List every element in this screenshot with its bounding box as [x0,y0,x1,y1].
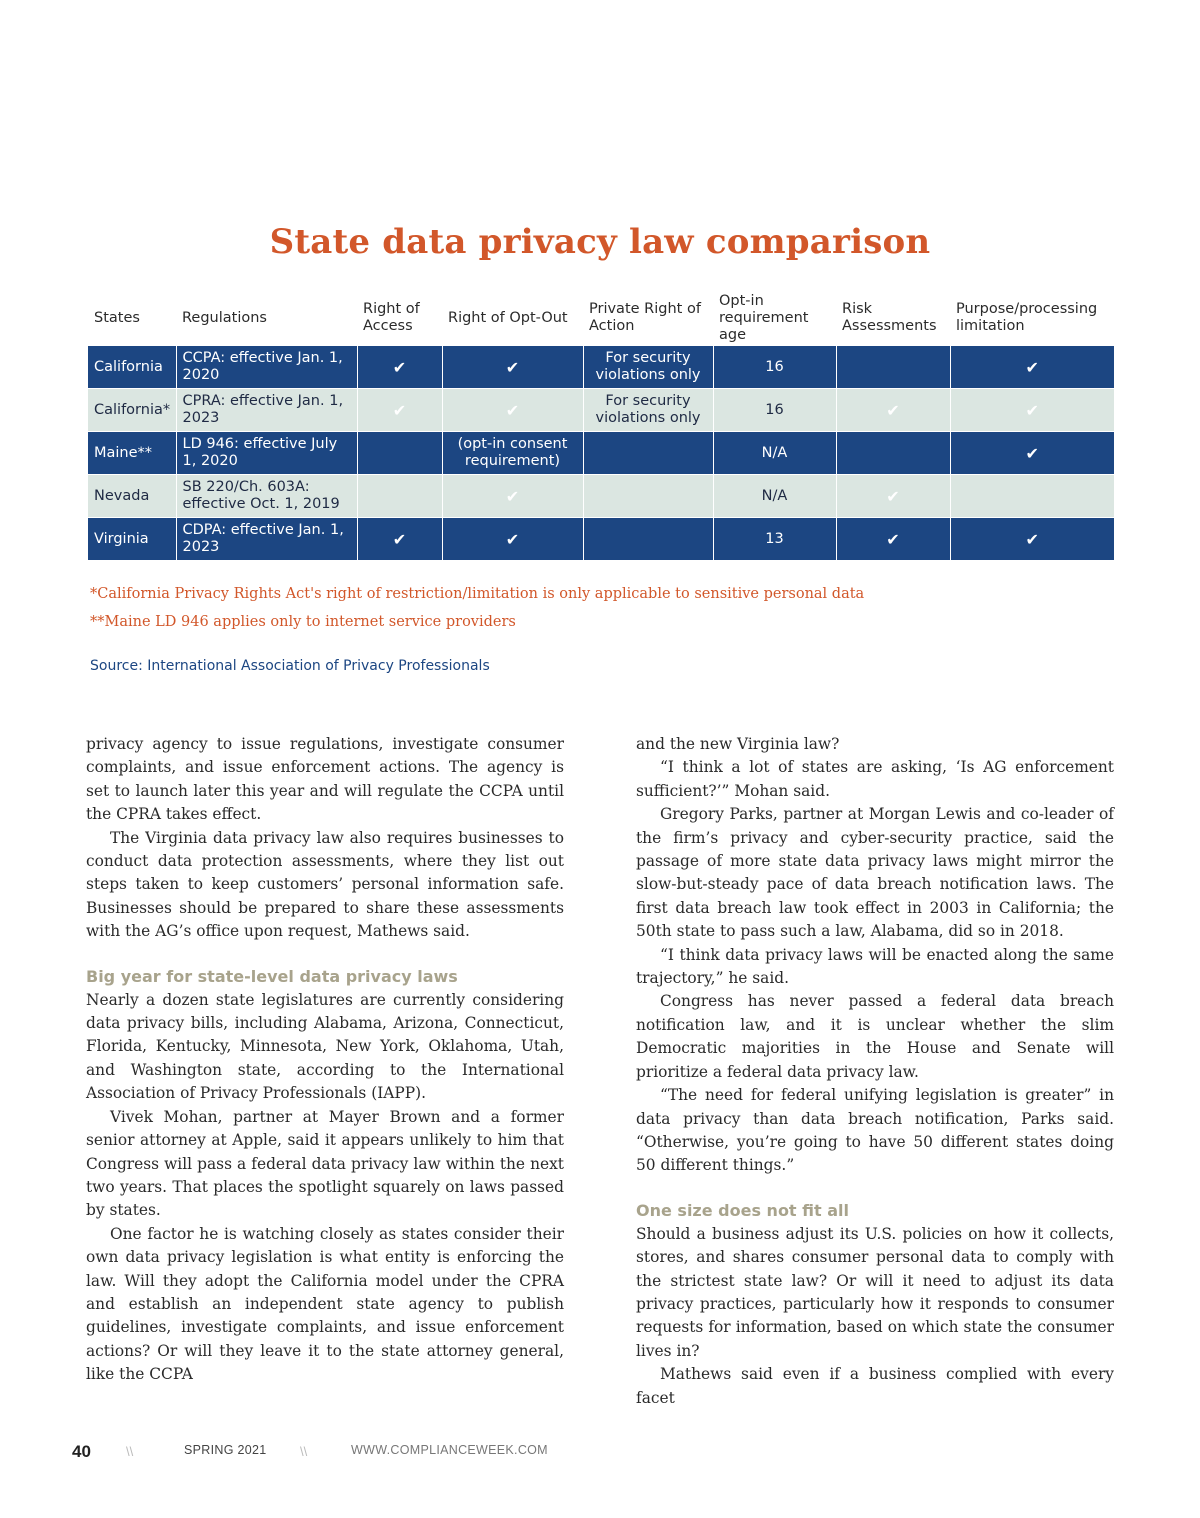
comparison-table [88,290,1114,561]
footnote: **Maine LD 946 applies only to internet service providers [90,614,516,630]
table-header-row [88,290,1114,346]
subheading: Big year for state-level data privacy laws [86,966,458,986]
article-column-right [636,733,1114,1410]
col-header: Risk Assessments [842,301,937,334]
check-icon: ✔ [836,475,950,518]
col-header: Private Right of Action [589,301,701,334]
chart-title: State data privacy law comparison [269,222,931,262]
website-link[interactable]: WWW.COMPLIANCEWEEK.COM [351,1443,548,1457]
check-icon: ✔ [442,389,583,432]
state-cell: Nevada [88,475,176,518]
col-header: Opt-in requirement age [719,292,809,343]
check-icon: ✔ [836,518,950,561]
paragraph: Vivek Mohan, partner at Mayer Brown and a former senior attorney at Apple, said it appears unlikely to him that Congress will pass a federal data privacy law within the next two years. That places the spotlight squarely on laws passed by states. [86,1107,564,1220]
table-row [88,518,1114,561]
regulation-cell: CPRA: effective Jan. 1, 2023 [176,389,357,432]
paragraph: Congress has never passed a federal data breach notification law, and it is unclear whether the slim Democratic majorities in the House and Senate will prioritize a federal data privacy law. [636,992,1114,1081]
table-row [88,389,1114,432]
paragraph: Gregory Parks, partner at Morgan Lewis and co-leader of the firm’s privacy and cyber-security practice, said the passage of more state data privacy laws might mirror the slow-but-steady pace of data breach notification laws. The first data breach law took effect in 2003 in California; the 50th state to pass such a law, Alabama, did so in 2018. [636,805,1114,941]
col-header: Right of Access [363,301,420,334]
state-cell: Maine** [88,432,176,475]
footnote: *California Privacy Rights Act's right of restriction/limitation is only applicable to sensitive personal data [90,586,865,602]
private-action-cell: For security violations only [583,389,713,432]
table-row [88,432,1114,475]
optin-age-cell: 16 [713,346,836,389]
optin-age-cell: 13 [713,518,836,561]
check-icon: ✔ [950,432,1114,475]
check-icon: ✔ [950,389,1114,432]
col-header: Right of Opt-Out [448,309,568,326]
access-cell [357,432,442,475]
optin-age-cell: N/A [713,475,836,518]
subheading: One size does not fit all [636,1200,849,1220]
optin-age-cell: 16 [713,389,836,432]
risk-cell [836,346,950,389]
check-icon: ✔ [357,518,442,561]
regulation-cell: CCPA: effective Jan. 1, 2020 [176,346,357,389]
footer-separator: \\ [300,1444,308,1459]
col-header: Regulations [182,309,267,326]
regulation-cell: SB 220/Ch. 603A: effective Oct. 1, 2019 [176,475,357,518]
private-action-cell [583,475,713,518]
state-cell: Virginia [88,518,176,561]
state-cell: California* [88,389,176,432]
optin-age-cell: N/A [713,432,836,475]
regulation-cell: LD 946: effective July 1, 2020 [176,432,357,475]
private-action-cell [583,432,713,475]
regulation-cell: CDPA: effective Jan. 1, 2023 [176,518,357,561]
issue-label: SPRING 2021 [184,1443,267,1457]
paragraph: “The need for federal unifying legislation is greater” in data privacy than data breach notification, Parks said. “Otherwise, you’re going to have 50 different states doing 50 different things.” [636,1086,1114,1175]
optout-cell: (opt-in consent requirement) [442,432,583,475]
purpose-cell [950,475,1114,518]
paragraph: privacy agency to issue regulations, investigate consumer complaints, and issue enforcement actions. The agency is set to launch later this year and will regulate the CCPA until the CPRA takes effect. [86,735,564,824]
col-header: Purpose/processing limitation [956,301,1098,334]
check-icon: ✔ [442,518,583,561]
check-icon: ✔ [836,389,950,432]
risk-cell [836,432,950,475]
article-column-left [86,733,564,1387]
private-action-cell [583,518,713,561]
check-icon: ✔ [357,346,442,389]
footer-separator: \\ [126,1444,134,1459]
check-icon: ✔ [950,518,1114,561]
table-row [88,475,1114,518]
paragraph: “I think data privacy laws will be enacted along the same trajectory,” he said. [636,945,1114,988]
check-icon: ✔ [442,346,583,389]
source-credit: Source: International Association of Privacy Professionals [90,658,490,674]
private-action-cell: For security violations only [583,346,713,389]
table-row [88,346,1114,389]
page-number: 40 [72,1442,91,1461]
paragraph: Mathews said even if a business complied with every facet [636,1365,1114,1407]
check-icon: ✔ [442,475,583,518]
check-icon: ✔ [950,346,1114,389]
paragraph: The Virginia data privacy law also requires businesses to conduct data protection assessments, where they list out steps taken to keep customers’ personal information safe. Businesses should be prepared to share these assessments with the AG’s office upon request, Mathews said. [86,828,564,941]
paragraph: Should a business adjust its U.S. policies on how it collects, stores, and shares consumer personal data to comply with the strictest state law? Or will it need to adjust its data privacy practices, particularly how it responds to consumer requests for information, based on which state the consumer lives in? [636,1224,1114,1360]
state-cell: California [88,346,176,389]
paragraph: and the new Virginia law? [636,735,840,753]
check-icon: ✔ [357,389,442,432]
access-cell [357,475,442,518]
paragraph: Nearly a dozen state legislatures are currently considering data privacy bills, including Alabama, Arizona, Connecticut, Florida, Kentucky, Minnesota, New York, Oklahoma, Utah, and Washington state, according to the International Association of Privacy Professionals (IAPP). [86,990,564,1103]
col-header: States [94,309,140,326]
paragraph: “I think a lot of states are asking, ‘Is AG enforcement sufficient?’” Mohan said. [636,758,1114,800]
paragraph: One factor he is watching closely as states consider their own data privacy legislation is what entity is enforcing the law. Will they adopt the California model under the CPRA and establish an independent state agency to publish guidelines, investigate complaints, and issue enforcement actions? Or will they leave it to the state attorney general, like the CCPA [86,1224,564,1384]
